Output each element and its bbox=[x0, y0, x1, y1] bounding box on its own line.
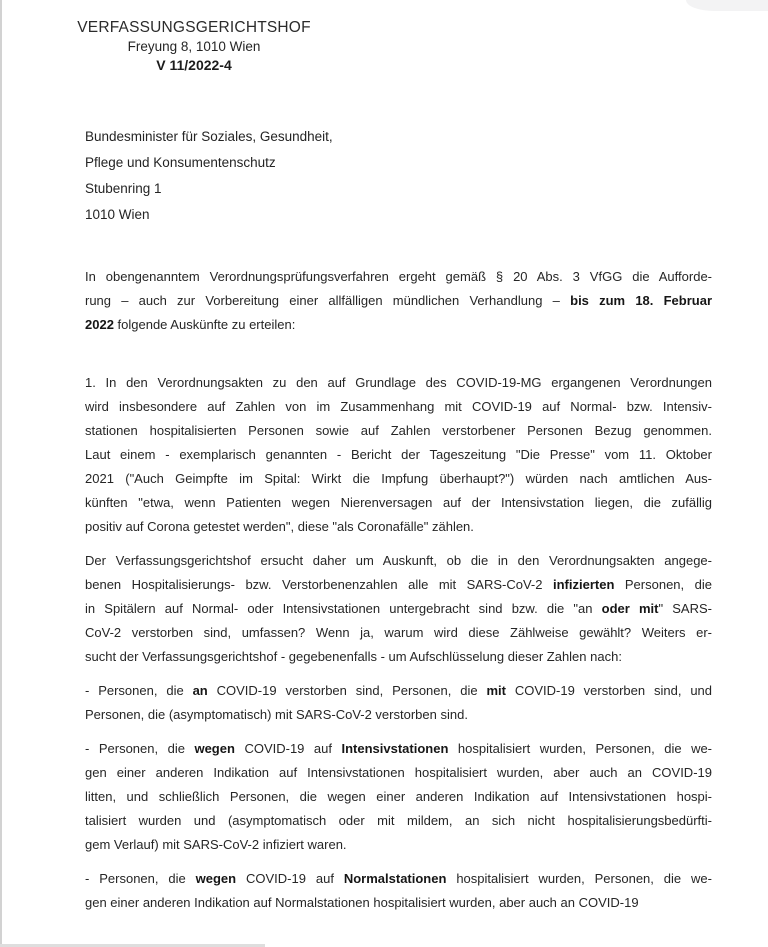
text-line bbox=[85, 573, 712, 597]
text-line bbox=[85, 491, 712, 515]
text-segment: gen einer anderen Indikation auf Normalstationen hospitalisiert wurden, aber auch an COVID-19 bbox=[85, 895, 639, 910]
text-segment: " SARS- bbox=[658, 601, 712, 616]
text-line bbox=[85, 515, 712, 539]
text-segment: hospitalisiert wurden, Personen, die we- bbox=[448, 741, 713, 756]
body-paragraph-bullet-deceased bbox=[85, 679, 712, 727]
text-segment: COVID-19 auf bbox=[236, 871, 344, 886]
emphasis-text: Intensivstationen bbox=[341, 741, 449, 756]
text-line bbox=[85, 597, 712, 621]
text-line bbox=[85, 621, 712, 645]
text-segment: Personen, die bbox=[614, 577, 712, 592]
recipient-line: Bundesminister für Soziales, Gesundheit, bbox=[85, 129, 333, 144]
emphasis-text: 2022 bbox=[85, 317, 114, 332]
text-segment: rung – auch zur Vorbereitung einer allfälligen mündlichen Verhandlung – bbox=[85, 293, 571, 308]
text-segment: wird insbesondere auf Zahlen von im Zusammenhang mit COVID-19 auf Normal- bzw. Intensiv- bbox=[85, 399, 712, 414]
text-line bbox=[85, 867, 712, 891]
text-line bbox=[85, 809, 712, 833]
text-segment: Der Verfassungsgerichtshof ersucht daher um Auskunft, ob die in den Verordnungsakten angege- bbox=[85, 553, 712, 568]
body-paragraph-request bbox=[85, 549, 712, 669]
text-line bbox=[85, 289, 712, 313]
text-segment: litten, und schließlich Personen, die wegen einer anderen Indikation auf Intensivstationen hospi- bbox=[85, 789, 712, 804]
text-line bbox=[85, 703, 712, 727]
text-segment: Laut einem - exemplarisch genannten - Bericht der Tageszeitung "Die Presse" vom 11. Oktober bbox=[85, 447, 712, 462]
court-address: Freyung 8, 1010 Wien bbox=[127, 39, 261, 54]
emphasis-text: an bbox=[192, 683, 208, 698]
text-line bbox=[85, 761, 712, 785]
scan-corner-artifact bbox=[686, 0, 768, 11]
text-line bbox=[85, 785, 712, 809]
text-segment: COVID-19 auf bbox=[234, 741, 342, 756]
letterhead bbox=[64, 18, 324, 75]
emphasis-text: infizierten bbox=[552, 577, 615, 592]
text-line bbox=[85, 419, 712, 443]
emphasis-text: Normalstationen bbox=[343, 871, 447, 886]
text-line bbox=[85, 891, 712, 915]
letter-body bbox=[85, 265, 712, 915]
text-segment: COVID-19 verstorben sind, Personen, die bbox=[207, 683, 487, 698]
body-paragraph-bullet-icu bbox=[85, 737, 712, 857]
recipient-line: Pflege und Konsumentenschutz bbox=[85, 155, 276, 170]
recipient-line: Stubenring 1 bbox=[85, 181, 162, 196]
text-segment: hospitalisiert wurden, Personen, die we- bbox=[446, 871, 712, 886]
text-segment: folgende Auskünfte zu erteilen: bbox=[113, 317, 296, 332]
emphasis-text: oder mit bbox=[601, 601, 659, 616]
text-line bbox=[85, 371, 712, 395]
text-segment: in Spitälern auf Normal- oder Intensivstationen untergebracht sind bzw. die "an bbox=[85, 601, 602, 616]
text-segment: gen einer anderen Indikation auf Intensivstationen hospitalisiert wurden, aber auch an COVID-19 bbox=[85, 765, 712, 780]
text-segment: talisiert wurden und (asymptomatisch oder mit mildem, an sich nicht hospitalisierungsbedürfti- bbox=[85, 813, 712, 828]
text-segment: CoV-2 verstorben sind, umfassen? Wenn ja, warum wird diese Zählweise gewählt? Weiters er- bbox=[85, 625, 712, 640]
text-line bbox=[85, 645, 712, 669]
text-line bbox=[85, 833, 712, 857]
recipient-address-block bbox=[85, 124, 768, 228]
text-segment: stationen hospitalisierten Personen sowie auf Zahlen verstorbener Personen Bezug genommen. bbox=[85, 423, 712, 438]
text-line bbox=[85, 313, 712, 337]
body-paragraph-bullet-normal-ward bbox=[85, 867, 712, 915]
emphasis-text: bis zum 18. Februar bbox=[570, 293, 712, 308]
case-number: V 11/2022-4 bbox=[156, 57, 232, 73]
text-line bbox=[85, 265, 712, 289]
text-line bbox=[85, 549, 712, 573]
text-line bbox=[85, 395, 712, 419]
text-line bbox=[85, 679, 712, 703]
emphasis-text: wegen bbox=[195, 871, 237, 886]
text-segment: positiv auf Corona getestet werden", diese "als Coronafälle" zählen. bbox=[85, 519, 474, 534]
scan-edge-left bbox=[0, 0, 2, 947]
emphasis-text: wegen bbox=[194, 741, 235, 756]
text-segment: Personen, die (asymptomatisch) mit SARS-CoV-2 verstorben sind. bbox=[85, 707, 468, 722]
text-segment: gem Verlauf) mit SARS-CoV-2 infiziert waren. bbox=[85, 837, 347, 852]
text-segment: - Personen, die bbox=[85, 741, 195, 756]
text-segment: COVID-19 verstorben sind, und bbox=[505, 683, 713, 698]
text-segment: - Personen, die bbox=[85, 871, 196, 886]
text-segment: sucht der Verfassungsgerichtshof - gegebenenfalls - um Aufschlüsselung dieser Zahlen nach: bbox=[85, 649, 622, 664]
recipient-line: 1010 Wien bbox=[85, 207, 150, 222]
text-segment: 1. In den Verordnungsakten zu den auf Grundlage des COVID-19-MG ergangenen Verordnungen bbox=[85, 375, 712, 390]
text-segment: In obengenanntem Verordnungsprüfungsverfahren ergeht gemäß § 20 Abs. 3 VfGG die Aufforde- bbox=[85, 269, 712, 284]
text-line bbox=[85, 737, 712, 761]
text-segment: künften "etwa, wenn Patienten wegen Nierenversagen auf der Intensivstation liegen, die zufällig bbox=[85, 495, 712, 510]
court-name: VERFASSUNGSGERICHTSHOF bbox=[77, 19, 311, 36]
emphasis-text: mit bbox=[486, 683, 506, 698]
text-line bbox=[85, 443, 712, 467]
text-line bbox=[85, 467, 712, 491]
text-segment: benen Hospitalisierungs- bzw. Verstorbenenzahlen alle mit SARS-CoV-2 bbox=[85, 577, 553, 592]
text-segment: 2021 ("Auch Geimpfte im Spital: Wirkt die Impfung überhaupt?") würden nach amtlichen Aus- bbox=[85, 471, 712, 486]
body-paragraph-intro bbox=[85, 265, 712, 337]
text-segment: - Personen, die bbox=[85, 683, 193, 698]
body-paragraph-point-1 bbox=[85, 371, 712, 539]
